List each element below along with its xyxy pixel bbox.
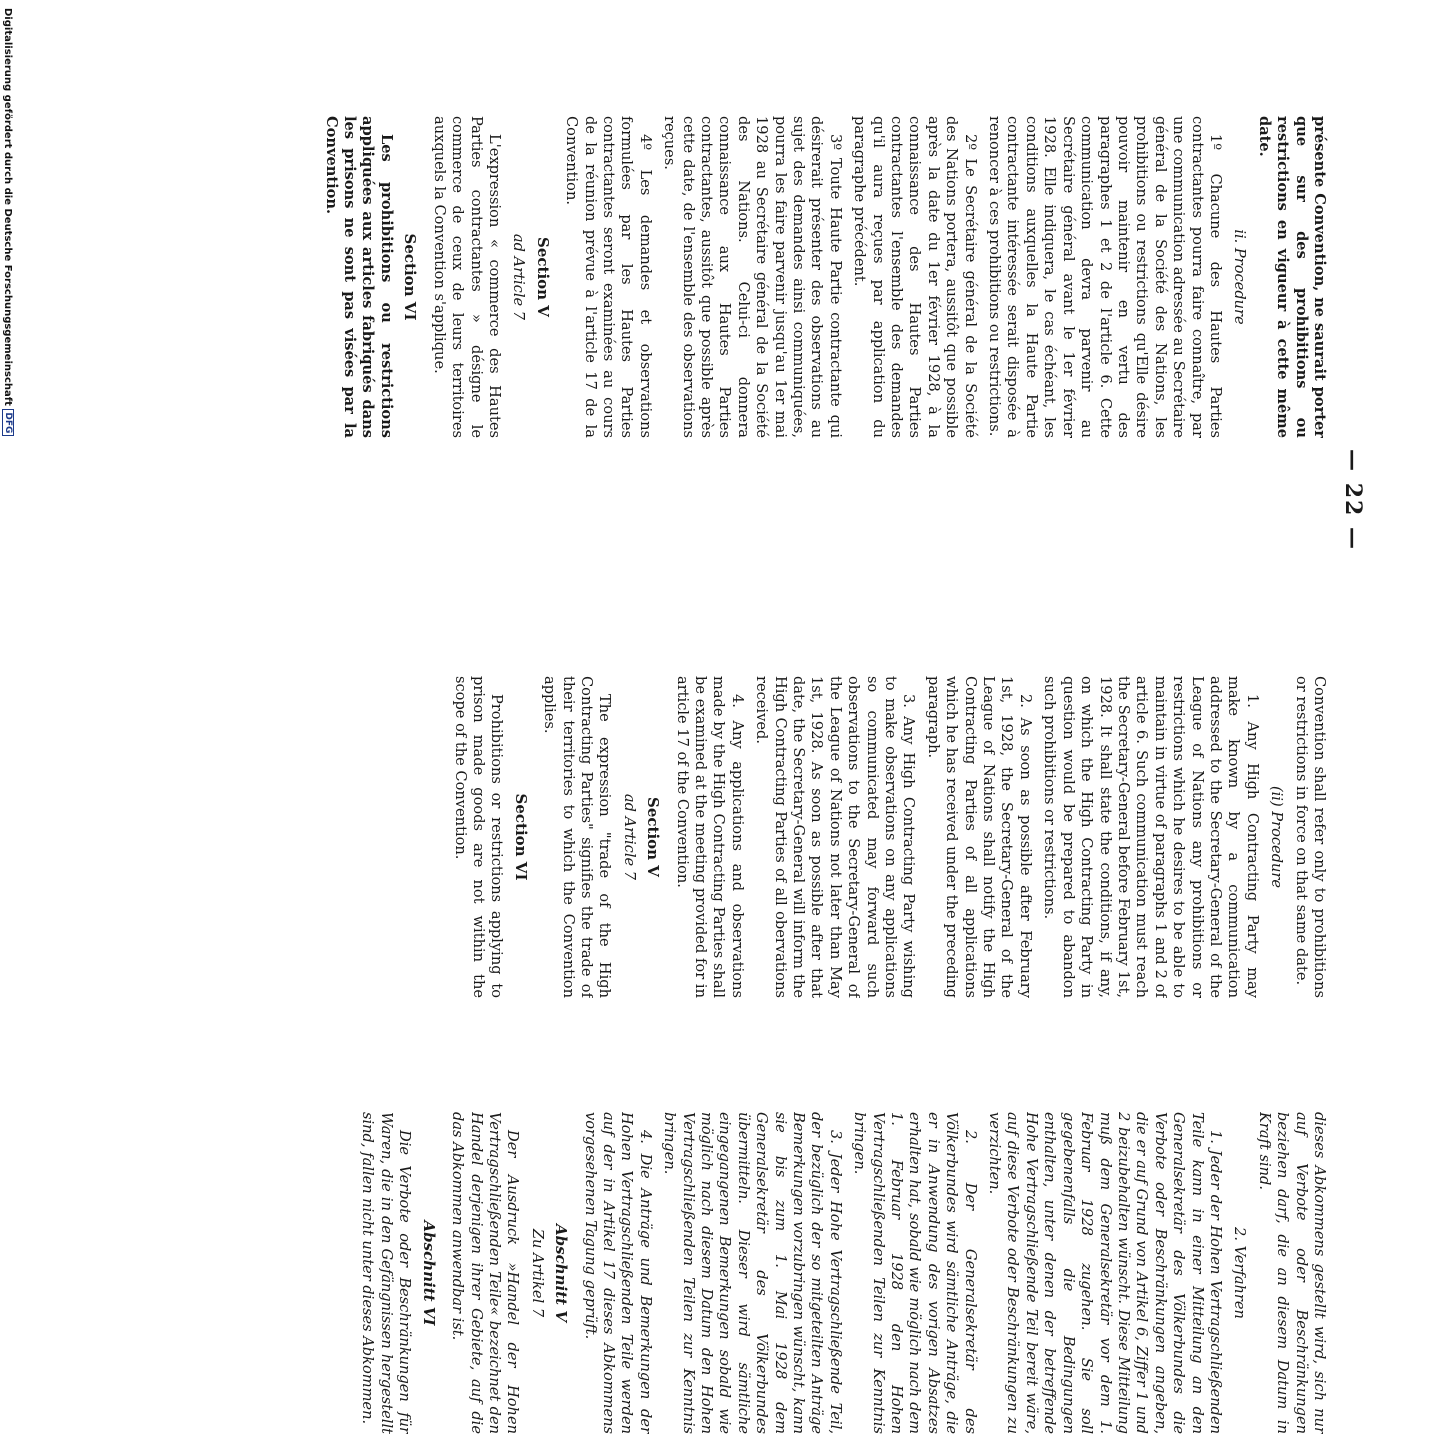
german-column — [308, 1112, 1328, 1434]
german-paragraph-3: 3. Jeder Hohe Vertragschließende Teil, der bezüglich der so mitgeteilten Anträge Bemerkungen vorzubringen wünscht, kann sie bis zum 1. Mai 1928 dem Generalsekretär des Völkerbundes übermitteln. Dieser wird sämtliche eingegangenen Bemerkungen sobald wie möglich nach diesem Datum den Hohen Vertragschließenden Teilen zur Kenntnis bringen. — [661, 1112, 844, 1434]
french-paragraph-6: Les prohibitions ou restrictions appliquées aux articles fabriqués dans les prisons ne sont pas visées par la Convention. — [322, 116, 395, 438]
french-procedure-heading: ii. Procedure — [1231, 229, 1249, 325]
french-paragraph-3: 3º Toute Haute Partie contractante qui désirerait présenter des observations au sujet des demandes ainsi communiquées, pourra les faire parvenir jusqu'au 1er mai 1928 au Secrétaire général de la Société des Nations. Celui-ci donnera connaissance aux Hautes Parties contractantes, aussitôt que possible après cette date, de l'ensemble des observations reçues. — [661, 116, 844, 438]
english-intro: Convention shall refer only to prohibitions or restrictions in force on that same date. — [1292, 676, 1328, 998]
french-column — [308, 116, 1328, 438]
german-procedure-heading: 2. Verfahren — [1231, 1227, 1249, 1319]
english-section-5-subheading: ad Article 7 — [620, 793, 638, 881]
french-intro: présente Convention, ne saurait porter que sur des prohibitions ou restrictions en vigueur à cette même date. — [1255, 116, 1328, 438]
footer-text: Digitalisierung gefördert durch die Deutsche Forschungsgemeinschaft — [2, 8, 13, 406]
german-paragraph-4: 4. Die Anträge und Bemerkungen der Hohen Vertragschließenden Teile werden auf der in Artikel 17 dieses Abkommens vorgesehenen Tagung geprüft. — [581, 1112, 654, 1434]
digitization-footer — [2, 8, 14, 998]
german-paragraph-2: 2. Der Generalsekretär des Völkerbundes wird sämtliche Anträge, die er in Anwendung des vorigen Absatzes erhalten hat, sobald wie möglich nach dem 1. Februar 1928 den Hohen Vertragschließenden Teilen zur Kenntnis bringen. — [851, 1112, 979, 1434]
french-paragraph-2: 2º Le Secrétaire général de la Société des Nations portera, aussitôt que possible après la date du 1er février 1928, à la connaissance des Hautes Parties contractantes l'ensemble des demandes qu'il aura reçues par application du paragraphe précédent. — [851, 116, 979, 438]
english-procedure-heading: (ii) Procedure — [1268, 785, 1286, 889]
german-paragraph-1: 1. Jeder der Hohen Vertragschließenden Teile kann in einer Mitteilung an den Generalsekretär des Völkerbundes die Verbote oder Beschränkungen angeben, die er auf Grund von Artikel 6, Ziffer 1 und 2 beizubehalten wünscht. Diese Mitteilung muß dem Generalsekretär vor dem 1. Februar 1928 zugehen. Sie soll gegebenenfalls die Bedingungen enthalten, unter denen der betreffende Hohe Vertragschließende Teil bereit wäre, auf diese Verbote oder Beschränkungen zu verzichten. — [986, 1112, 1224, 1434]
english-paragraph-2: 2. As soon as possible after February 1st, 1928, the Secretary-General of the League of Nations shall notify the High Contracting Parties of all applications which he has received under the preceding paragraph. — [924, 676, 1034, 998]
english-section-5-heading: Section V — [644, 797, 663, 877]
german-paragraph-6: Die Verbote oder Beschränkungen für Waren, die in den Gefängnissen hergestellt sind, fallen nicht unter dieses Abkommen. — [359, 1112, 414, 1434]
french-section-5-subheading: ad Article 7 — [510, 233, 528, 321]
french-section-6-heading: Section VI — [401, 233, 420, 321]
english-paragraph-5: The expression "trade of the High Contracting Parties" signifies the trade of their territories to which the Convention applies. — [541, 676, 614, 998]
german-section-5-heading: Abschnitt V — [552, 1224, 571, 1322]
french-paragraph-1: 1º Chacune des Hautes Parties contractantes pourra faire connaître, par une communication adressée au Secrétaire général de la Société des Nations, les prohibitions ou restrictions qu'Elle désire pouvoir maintenir en vertu des paragraphes 1 et 2 de l'article 6. Cette communication devra parvenir au Secrétaire général avant le 1er février 1928. Elle indiquera, le cas échéant, les conditions auxquelles la Haute Partie contractante intéressée serait disposée à renoncer à ces prohibitions ou restrictions. — [986, 116, 1224, 438]
english-paragraph-3: 3. Any High Contracting Party wishing to make observations on any applications so communicated may forward such observations to the Secretary-General of the League of Nations not later than May 1st, 1928. As soon as possible after that date, the Secretary-General will inform the High Contracting Parties of all obervations received. — [753, 676, 918, 998]
german-intro: dieses Abkommens gestellt wird, sich nur auf Verbote oder Beschränkungen beziehen darf, die an diesem Datum in Kraft sind. — [1255, 1112, 1328, 1434]
page-number: — 22 — — [1340, 449, 1366, 551]
german-paragraph-5: Der Ausdruck »Handel der Hohen Vertragschließenden Teile« bezeichnet den Handel derjenigen ihrer Gebiete, auf die das Abkommen anwendbar ist. — [449, 1112, 522, 1434]
french-paragraph-4: 4º Les demandes et observations formulées par les Hautes Parties contractantes seront examinées au cours de la réunion prévue à l'article 17 de la Convention. — [563, 116, 654, 438]
french-paragraph-5: L'expression « commerce des Hautes Parties contractantes » désigne le commerce de ceux de leurs territoires auxquels la Convention s'applique. — [430, 116, 503, 438]
english-paragraph-6: Prohibitions or restrictions applying to prison made goods are not within the scope of the Convention. — [451, 676, 506, 998]
german-section-6-heading: Abschnitt VI — [419, 1220, 438, 1326]
english-paragraph-1: 1. Any High Contracting Party may make known by a communication addressed to the Secretary-General of the League of Nations any prohibitions or restrictions which he desires to be able to maintain in virtue of paragraphs 1 and 2 of article 6. Such communication must reach the Secretary-General before February 1st, 1928. It shall state the conditions, if any, on which the High Contracting Party in question would be prepared to abandon such prohibitions or restrictions. — [1041, 676, 1261, 998]
english-section-6-heading: Section VI — [511, 793, 530, 881]
german-section-5-subheading: Zu Artikel 7 — [528, 1228, 546, 1318]
english-column — [308, 676, 1328, 998]
dfg-logo-icon: DFG — [2, 409, 14, 436]
english-paragraph-4: 4. Any applications and observations made by the High Contracting Parties shall be examined at the meeting provided for in article 17 of the Convention. — [673, 676, 746, 998]
french-section-5-heading: Section V — [533, 237, 552, 317]
